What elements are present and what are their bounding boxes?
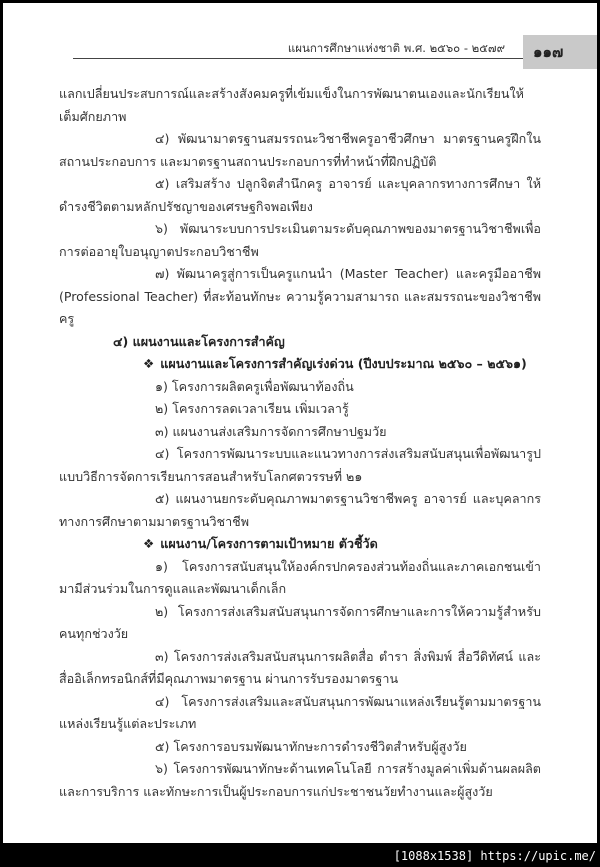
- list-item: ๓) แผนงานส่งเสริมการจัดการศึกษาปฐมวัย: [155, 423, 387, 439]
- paragraph: ๗) พัฒนาครูสู่การเป็นครูแกนนำ (Master Teacher) และครูมืออาชีพ (Professional Teacher) ที่สะท้อนทักษะ ความรู้ความสามารถ และสมรรถนะของวิชาชีพครู: [59, 266, 541, 326]
- paragraph: ๖) พัฒนาระบบการประเมินตามระดับคุณภาพของมาตรฐานวิชาชีพเพื่อการต่ออายุใบอนุญาตประกอบวิชาชีพ: [59, 221, 541, 259]
- running-header-title: แผนการศึกษาแห่งชาติ พ.ศ. ๒๕๖๐ - ๒๕๗๙: [287, 41, 505, 55]
- document-page: [3, 3, 597, 843]
- list-item: ๒) โครงการส่งเสริมสนับสนุนการจัดการศึกษาและการให้ความรู้สำหรับคนทุกช่วงวัย: [59, 603, 541, 641]
- list-item: ๑) โครงการผลิตครูเพื่อพัฒนาท้องถิ่น: [155, 378, 354, 394]
- paragraph: แลกเปลี่ยนประสบการณ์และสร้างสังคมครูที่เข้มแข็งในการพัฒนาตนเองและนักเรียนให้เต็มศักยภาพ: [59, 86, 524, 124]
- list-item: ๕) โครงการอบรมพัฒนาทักษะการดำรงชีวิตสำหรับผู้สูงวัย: [155, 738, 467, 754]
- image-host-watermark: [1088x1538] https://upic.me/: [393, 849, 596, 863]
- list-item: ๔) โครงการส่งเสริมและสนับสนุนการพัฒนาแหล่งเรียนรู้ตามมาตรฐานแหล่งเรียนรู้แต่ละประเภท: [59, 693, 541, 731]
- page-body: [59, 83, 541, 803]
- paragraph: ๔) พัฒนามาตรฐานสมรรถนะวิชาชีพครูอาชีวศึกษา มาตรฐานครูฝึกในสถานประกอบการ และมาตรฐานสถานประกอบการที่ทำหน้าที่ฝึกปฏิบัติ: [59, 131, 541, 169]
- list-item: ๒) โครงการลดเวลาเรียน เพิ่มเวลารู้: [155, 401, 349, 416]
- page-number: ๑๑๗: [533, 43, 564, 61]
- list-item: ๕) แผนงานยกระดับคุณภาพมาตรฐานวิชาชีพครู อาจารย์ และบุคลากรทางการศึกษาตามมาตรฐานวิชาชีพ: [59, 491, 541, 529]
- list-item: ๖) โครงการพัฒนาทักษะด้านเทคโนโลยี การสร้างมูลค่าเพิ่มด้านผลผลิตและการบริการ และทักษะการเป็นผู้ประกอบการแก่ประชาชนวัยทำงานและผู้สูงวัย: [59, 761, 541, 799]
- bullet-diamond-icon: ❖: [143, 536, 155, 551]
- page-number-box: [523, 35, 597, 69]
- subsection-heading-urgent: [59, 353, 541, 376]
- list-item: ๓) โครงการส่งเสริมสนับสนุนการผลิตสื่อ ตำรา สิ่งพิมพ์ สื่อวีดิทัศน์ และสื่ออิเล็กทรอนิกส์ที่มีคุณภาพมาตรฐาน ผ่านการรับรองมาตรฐาน: [59, 648, 541, 686]
- watermark-strip: [0, 843, 600, 866]
- subsection-heading-target: [59, 533, 541, 556]
- list-item: ๑) โครงการสนับสนุนให้องค์กรปกครองส่วนท้องถิ่นและภาคเอกชนเข้ามามีส่วนร่วมในการดูแลและพัฒนาเด็กเล็ก: [59, 558, 541, 596]
- header-rule: [73, 35, 523, 59]
- list-item: ๔) โครงการพัฒนาระบบและแนวทางการส่งเสริมสนับสนุนเพื่อพัฒนารูปแบบวิธีการจัดการเรียนการสอนสำหรับโลกศตวรรษที่ ๒๑: [59, 446, 541, 484]
- bullet-diamond-icon: ❖: [143, 356, 155, 371]
- paragraph: ๕) เสริมสร้าง ปลูกจิตสำนึกครู อาจารย์ และบุคลากรทางการศึกษา ให้ดำรงชีวิตตามหลักปรัชญาของเศรษฐกิจพอเพียง: [59, 176, 541, 214]
- subsection-title: แผนงาน/โครงการตามเป้าหมาย ตัวชี้วัด: [160, 536, 378, 551]
- section-heading: ๔) แผนงานและโครงการสำคัญ: [113, 333, 285, 349]
- running-header: [73, 35, 597, 69]
- subsection-title: แผนงานและโครงการสำคัญเร่งด่วน (ปีงบประมาณ ๒๕๖๐ – ๒๕๖๑): [160, 356, 527, 371]
